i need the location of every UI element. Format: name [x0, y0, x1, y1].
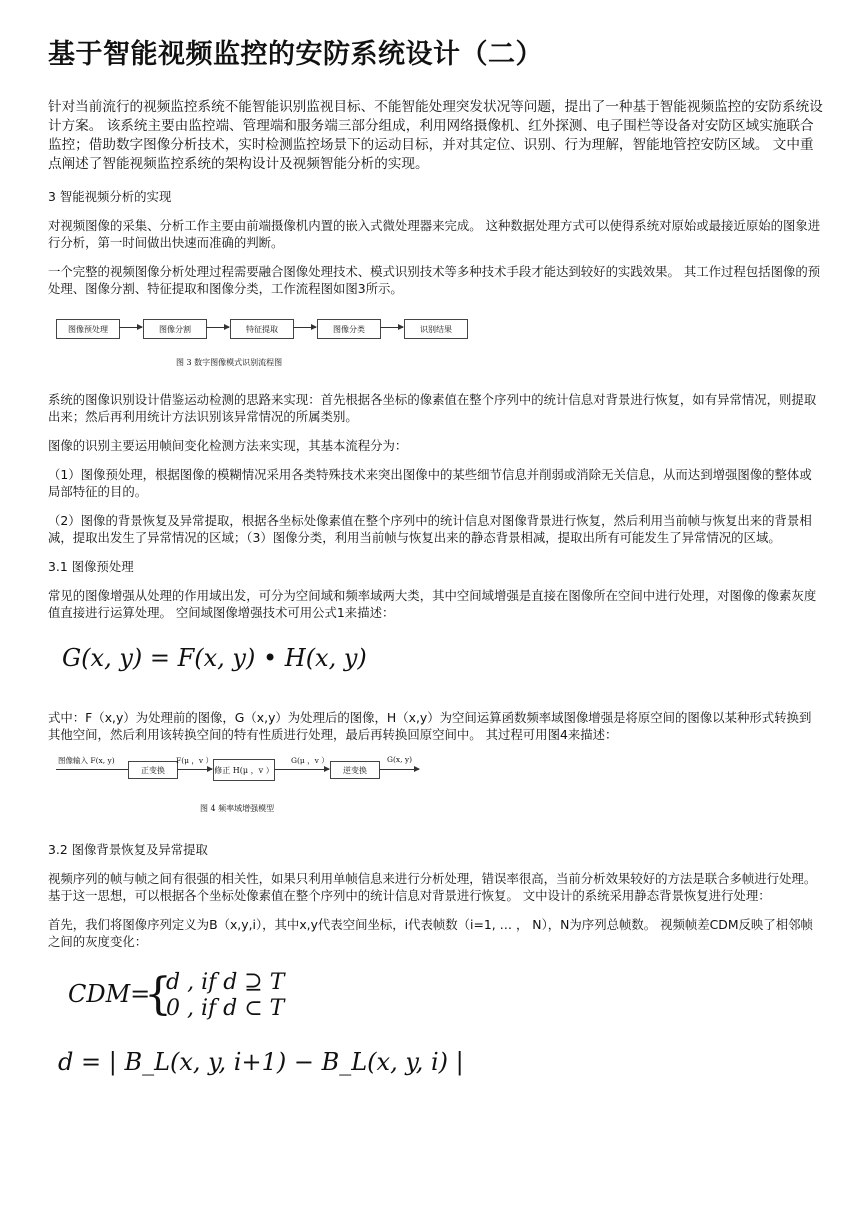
flow-arrow: [206, 327, 229, 328]
fig4-label-f: F(μ ，v ）: [176, 756, 214, 765]
paragraph: 视频序列的帧与帧之间有很强的相关性，如果只利用单帧信息来进行分析处理，错误率很高，当前分析效果较好的方法是联合多帧进行处理。 基于这一思想，可以根据各个坐标处像素值在整个序列中的统计信息对背景进行恢复。 文中设计的系统采用静态背景恢复进行处理：: [48, 871, 817, 903]
fig4-box-inverse: 逆变换: [330, 761, 380, 779]
section-heading-3-2: 3.2 图像背景恢复及异常提取: [48, 842, 208, 857]
formula-1: G(x, y) = F(x, y) • H(x, y): [62, 644, 367, 672]
flow-arrow: [274, 769, 329, 770]
brace: {: [144, 969, 172, 1020]
paragraph: 式中：F（x,y）为处理前的图像，G（x,y）为处理后的图像，H（x,y）为空间运算函数频率域图像增强是将原空间的图像以某种形式转换到其他空间，然后利用该转换空间的特有性质进行处理，最后再转换回原空间中。 其过程可用图4来描述：: [48, 710, 812, 742]
flow-box-preprocess: 图像预处理: [56, 319, 120, 339]
fig4-box-forward: 正变换: [128, 761, 178, 779]
formula-difference: d = | B_L(x, y, i+1) − B_L(x, y, i) |: [58, 1048, 464, 1076]
section-heading-3-1: 3.1 图像预处理: [48, 559, 134, 574]
paragraph: （2）图像的背景恢复及异常提取，根据各坐标处像素值在整个序列中的统计信息对图像背景进行恢复，然后利用当前帧与恢复出来的背景相减，提取出发生了异常情况的区域；（3）图像分类，利用当前帧与恢复出来的静态背景相减，提取出所有可能发生了异常情况的区域。: [48, 513, 812, 545]
abstract: 针对当前流行的视频监控系统不能智能识别监视目标、不能智能处理突发状况等问题，提出了一种基于智能视频监控的安防系统设计方案。 该系统主要由监控端、管理端和服务端三部分组成，利用网络摄像机、红外探测、电子围栏等设备对安防区域实施联合监控；借助数字图像分析技术，实时检测监控场景下的运动目标，并对其定位、识别、行为理解，智能地管控安防区域。 文中重点阐述了智能视频监控系统的架构设计及视频智能分析的实现。: [48, 99, 823, 172]
fig4-box-modify: 修正 H(μ ，v ）: [213, 759, 275, 781]
paragraph: 系统的图像识别设计借鉴运动检测的思路来实现：首先根据各坐标的像素值在整个序列中的统计信息对背景进行恢复，如有异常情况，则提取出来；然后再利用统计方法识别该异常情况的所属类别。: [48, 392, 817, 424]
figure-3-flowchart: [48, 309, 823, 383]
flow-arrow: [177, 769, 212, 770]
figure-3-caption: 图 3 数字图像模式识别流程图: [176, 358, 283, 367]
flow-arrow: [119, 327, 142, 328]
figure-4-diagram: [48, 755, 823, 833]
section-heading-3: 3 智能视频分析的实现: [48, 189, 172, 204]
flow-line: [56, 769, 128, 770]
flow-box-result: 识别结果: [404, 319, 468, 339]
paragraph: 对视频图像的采集、分析工作主要由前端摄像机内置的嵌入式微处理器来完成。 这种数据处理方式可以使得系统对原始或最接近原始的图象进行分析，第一时间做出快速而准确的判断。: [48, 218, 821, 250]
fig4-output-label: G(x, y): [387, 755, 413, 764]
formula-2: [48, 962, 823, 1112]
paragraph: 常见的图像增强从处理的作用域出发，可分为空间域和频率域两大类，其中空间域增强是直接在图像所在空间中进行处理，对图像的像素灰度值直接进行运算处理。 空间域图像增强技术可用公式1来描述：: [48, 588, 817, 620]
formula-row-2: 0 , if d ⊂ T: [166, 996, 285, 1021]
paragraph: 一个完整的视频图像分析处理过程需要融合图像处理技术、模式识别技术等多种技术手段才能达到较好的实践效果。 其工作过程包括图像的预处理、图像分割、特征提取和图像分类，工作流程图如图3所示。: [48, 264, 821, 296]
fig4-label-g: G(μ ，v ）: [291, 756, 329, 765]
flow-box-feature: 特征提取: [230, 319, 294, 339]
formula-row-1: d , if d ⊇ T: [166, 970, 285, 995]
flow-arrow: [379, 769, 419, 770]
flow-arrow: [293, 327, 316, 328]
flow-arrow: [380, 327, 403, 328]
flow-box-classify: 图像分类: [317, 319, 381, 339]
paragraph: 首先，我们将图像序列定义为B（x,y,i），其中x,y代表空间坐标，i代表帧数（i=1, … ， N），N为序列总帧数。 视频帧差CDM反映了相邻帧之间的灰度变化：: [48, 917, 813, 949]
paragraph: （1）图像预处理，根据图像的模糊情况采用各类特殊技术来突出图像中的某些细节信息并削弱或消除无关信息，从而达到增强图像的整体或局部特征的目的。: [48, 467, 812, 499]
flow-box-segment: 图像分割: [143, 319, 207, 339]
fig4-input-label: 图像输入 F(x, y): [58, 756, 115, 765]
page-title: 基于智能视频监控的安防系统设计（二）: [48, 39, 543, 70]
paragraph: 图像的识别主要运用帧间变化检测方法来实现，其基本流程分为：: [48, 438, 408, 453]
figure-4-caption: 图 4 频率域增强模型: [200, 804, 275, 813]
formula-lhs: CDM=: [68, 980, 151, 1008]
document-page: [48, 38, 823, 1112]
